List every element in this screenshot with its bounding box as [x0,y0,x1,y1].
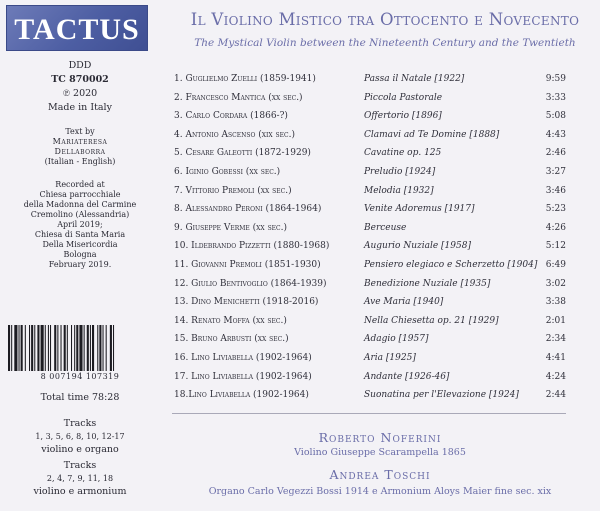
track-row [168,312,600,330]
track-composer: 1. Guglielmo Zuelli (1859-1941) [174,74,316,84]
track-row [168,275,600,293]
track-composer: 7. Vittorio Premoli (xx sec.) [174,185,292,196]
track-work: Passa il Natale [1922] [364,74,465,84]
performer-name: Andrea Toschi [329,467,431,482]
track-work: Clamavi ad Te Domine [1888] [364,129,500,140]
tracks-group-heading: Tracks [63,460,97,471]
divider [172,413,566,414]
track-work: Berceuse [364,222,407,233]
track-work: Benedizione Nuziale [1935] [364,278,491,289]
recording-line: Bologna [63,250,97,259]
track-row [168,256,600,274]
track-row [168,107,600,125]
recording-line: Chiesa di Santa Maria [34,230,126,239]
track-row [168,349,600,367]
track-row [168,200,600,218]
track-duration: 3:02 [545,278,566,289]
track-duration: 3:46 [545,185,566,196]
recording-line: della Madonna del Carmine [23,200,137,209]
recording-line: Della Misericordia [42,240,118,249]
track-row [168,368,600,386]
tracks-group-numbers: 2, 4, 7, 9, 11, 18 [46,474,114,483]
recording-line: April 2019; [57,220,103,229]
recording-line: Recorded at [55,180,105,189]
track-duration: 3:38 [545,297,566,308]
album-title-italian: Il Violino Mistico tra Ottocento e Novecento [190,10,580,29]
track-duration: 6:49 [545,260,566,270]
track-row [168,70,600,88]
track-row [168,386,600,404]
track-composer: 6. Iginio Gobessi (xx sec.) [174,167,281,177]
track-work: Augurio Nuziale [1958] [364,241,471,252]
total-time: Total time 78:28 [40,392,120,403]
barcode-number: 8 007194 107319 [40,372,120,381]
track-composer: 18.Lino Liviabella (1902-1964) [174,390,309,401]
text-author-last: Dellaborra [54,147,106,156]
tracks-group-instruments: violino e organo [41,444,119,455]
track-composer: 9. Giuseppe Verme (xx sec.) [174,222,288,233]
tracks-group-instruments: violino e armonium [33,486,127,497]
track-composer: 13. Dino Menichetti (1918-2016) [174,297,319,308]
track-work: Ave Maria [1940] [364,297,444,308]
logo-text: TACTUS [14,13,140,46]
track-row [168,182,600,200]
track-duration: 5:23 [545,204,566,215]
track-work: Venite Adoremus [1917] [364,204,475,215]
album-title-english: The Mystical Violin between the Nineteenth Century and the Twentieth [194,37,576,49]
phonogram-year: ℗ 2020 [62,88,98,99]
track-duration: 5:12 [545,241,566,252]
recording-line: Chiesa parrocchiale [39,190,121,199]
track-row [168,237,600,255]
track-row [168,293,600,311]
track-duration: 2:01 [545,315,566,326]
track-composer: 4. Antonio Ascenso (xix sec.) [174,129,295,140]
track-work: Piccola Pastorale [364,92,443,103]
track-row [168,144,600,162]
track-work: Melodia [1932] [364,185,434,196]
track-duration: 3:27 [545,167,566,177]
track-composer: 8. Alessandro Peroni (1864-1964) [174,204,322,215]
performer-name: Roberto Noferini [318,430,442,445]
track-composer: 2. Francesco Mantica (xx sec.) [174,92,303,103]
tracks-group-heading: Tracks [63,418,97,429]
text-author-first: Mariateresa [52,137,108,146]
track-work: Cavatine op. 125 [364,148,442,159]
track-row [168,126,600,144]
track-composer: 17. Lino Liviabella (1902-1964) [174,371,312,382]
track-duration: 2:34 [545,334,566,345]
track-duration: 2:46 [545,148,566,159]
track-duration: 4:41 [545,353,566,363]
track-composer: 15. Bruno Arbusti (xx sec.) [174,334,289,345]
made-in-italy: Made in Italy [48,102,112,113]
track-row [168,163,600,181]
recording-line: Cremolino (Alessandria) [30,210,130,219]
track-row [168,89,600,107]
text-languages: (Italian - English) [44,157,116,166]
track-composer: 16. Lino Liviabella (1902-1964) [174,353,312,363]
left-info-column [0,0,160,511]
track-duration: 4:43 [545,129,566,140]
recording-line: February 2019. [48,260,112,269]
performer-instrument: Violino Giuseppe Scarampella 1865 [294,447,466,458]
track-work: Aria [1925] [364,353,416,363]
format-code: DDD [68,60,92,71]
catalog-number: TC 870002 [51,74,109,85]
track-work: Andante [1926-46] [364,371,450,382]
text-by-label: Text by [65,127,95,136]
track-work: Suonatina per l'Elevazione [1924] [364,390,519,401]
track-composer: 11. Giovanni Premoli (1851-1930) [174,260,321,270]
track-row [168,219,600,237]
track-work: Offertorio [1896] [364,111,442,122]
barcode [6,325,156,371]
tracks-group-numbers: 1, 3, 5, 6, 8, 10, 12-17 [35,432,125,441]
track-composer: 10. Ildebrando Pizzetti (1880-1968) [174,241,330,252]
tactus-logo [6,5,148,51]
track-duration: 4:26 [545,222,566,233]
track-composer: 12. Giulio Bentivoglio (1864-1939) [174,278,327,289]
track-row [168,330,600,348]
track-composer: 5. Cesare Galeotti (1872-1929) [174,148,311,159]
track-duration: 9:59 [545,74,566,84]
track-duration: 4:24 [545,371,566,382]
track-duration: 2:44 [545,390,566,401]
track-work: Nella Chiesetta op. 21 [1929] [364,315,499,326]
track-work: Preludio [1924] [364,167,436,177]
track-duration: 3:33 [545,92,566,103]
track-duration: 5:08 [545,111,566,122]
track-work: Pensiero elegiaco e Scherzetto [1904] [364,260,538,270]
track-composer: 3. Carlo Cordara (1866-?) [174,111,288,122]
performer-instrument: Organo Carlo Vegezzi Bossi 1914 e Armonium Aloys Maier fine sec. xix [208,486,552,497]
track-work: Adagio [1957] [364,334,429,345]
track-composer: 14. Renato Moffa (xx sec.) [174,315,287,326]
